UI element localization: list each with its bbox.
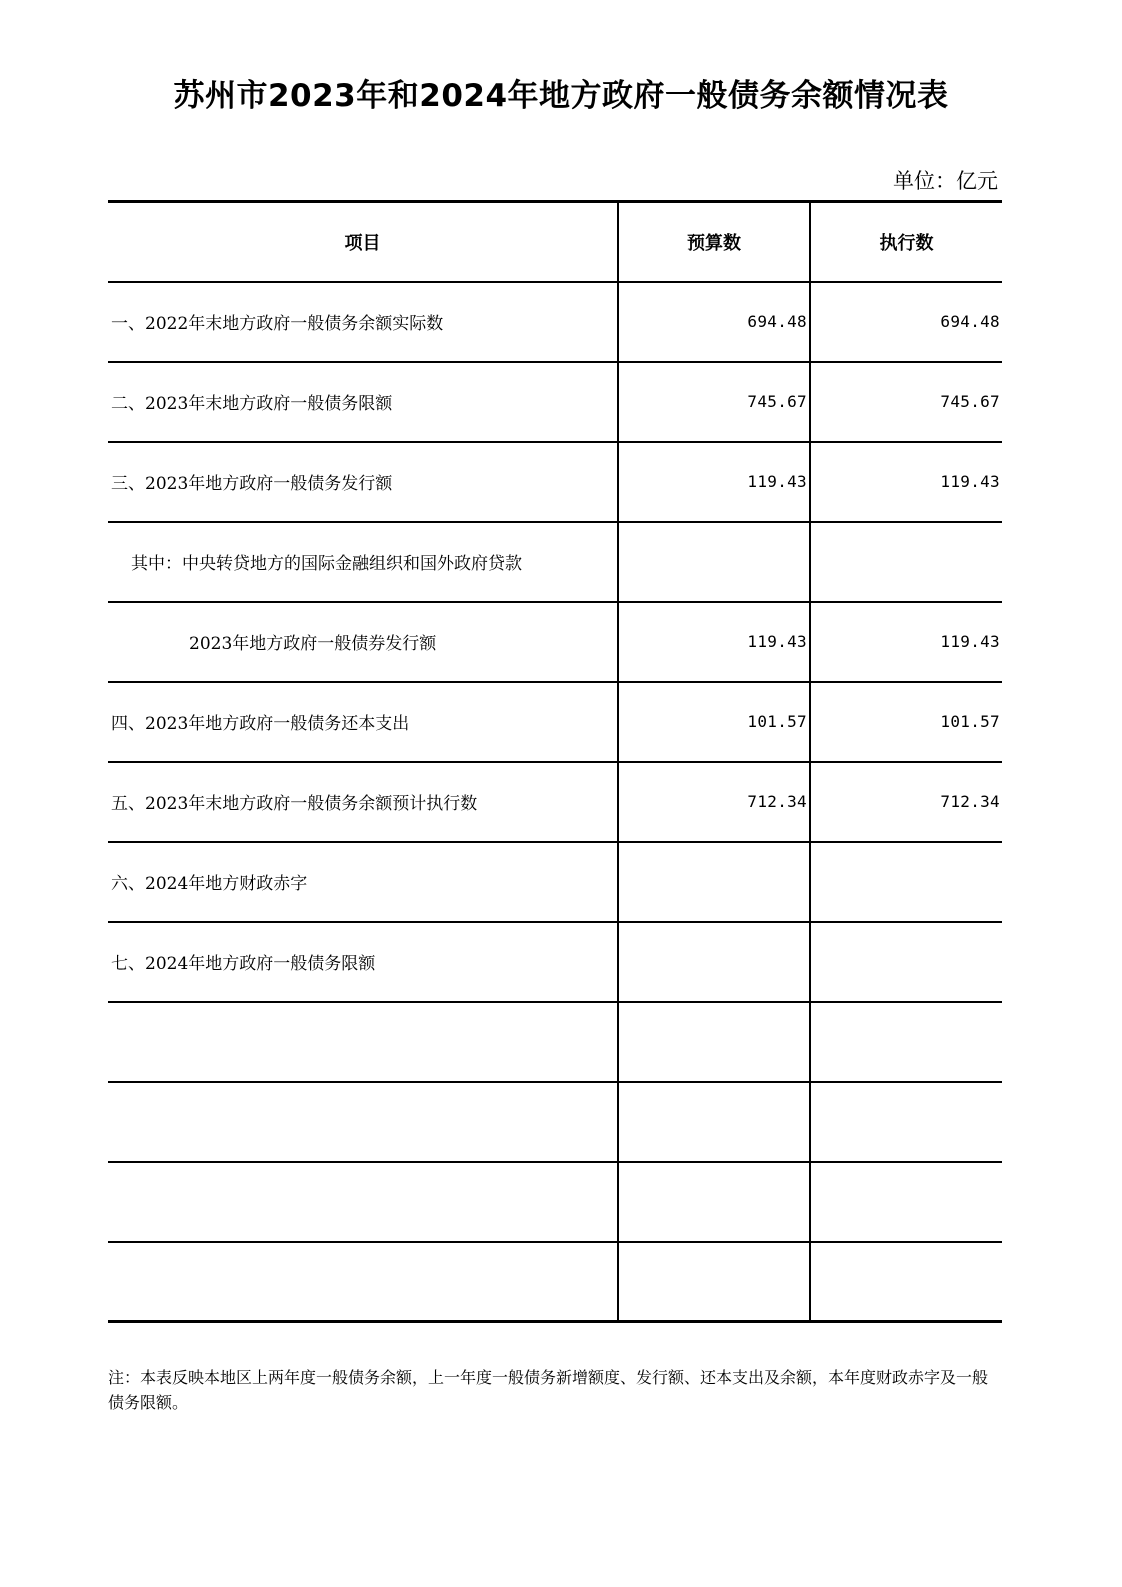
row-actual [810,922,1002,1002]
table-row [108,1162,1002,1242]
debt-table [108,200,1002,1323]
row-actual [810,1242,1002,1322]
row-actual: 119.43 [810,602,1002,682]
row-actual: 119.43 [810,442,1002,522]
table-row [108,1082,1002,1162]
row-label: 五、2023年末地方政府一般债务余额预计执行数 [108,762,618,842]
table-row [108,842,1002,922]
table-row [108,682,1002,762]
row-label: 一、2022年末地方政府一般债务余额实际数 [108,282,618,362]
table-row [108,522,1002,602]
table-row [108,602,1002,682]
row-label [108,1082,618,1162]
table-header-row [108,202,1002,282]
row-label [108,1002,618,1082]
row-actual [810,522,1002,602]
row-actual [810,1002,1002,1082]
row-budget: 119.43 [618,442,810,522]
row-budget [618,1242,810,1322]
row-label: 二、2023年末地方政府一般债务限额 [108,362,618,442]
row-actual: 745.67 [810,362,1002,442]
table-row [108,922,1002,1002]
row-label [108,1162,618,1242]
row-label: 三、2023年地方政府一般债务发行额 [108,442,618,522]
table-row [108,1002,1002,1082]
row-label [108,1242,618,1322]
row-budget: 101.57 [618,682,810,762]
row-actual: 101.57 [810,682,1002,762]
page-title: 苏州市2023年和2024年地方政府一般债务余额情况表 [173,78,949,114]
footnote: 注：本表反映本地区上两年度一般债务余额，上一年度一般债务新增额度、发行额、还本支出及余额，本年度财政赤字及一般债务限额。 [108,1368,989,1412]
table-row [108,762,1002,842]
row-label: 六、2024年地方财政赤字 [108,842,618,922]
row-budget [618,1162,810,1242]
row-actual [810,1082,1002,1162]
row-label: 四、2023年地方政府一般债务还本支出 [108,682,618,762]
row-budget [618,1002,810,1082]
row-budget: 119.43 [618,602,810,682]
row-label: 七、2024年地方政府一般债务限额 [108,922,618,1002]
row-actual: 712.34 [810,762,1002,842]
row-label: 其中：中央转贷地方的国际金融组织和国外政府贷款 [108,522,618,602]
row-budget [618,842,810,922]
row-budget: 745.67 [618,362,810,442]
row-actual: 694.48 [810,282,1002,362]
header-actual: 执行数 [810,202,1002,282]
table-row [108,282,1002,362]
row-budget [618,1082,810,1162]
table-row [108,1242,1002,1322]
header-budget: 预算数 [618,202,810,282]
row-budget [618,522,810,602]
row-budget [618,922,810,1002]
row-budget: 694.48 [618,282,810,362]
row-actual [810,1162,1002,1242]
header-item: 项目 [108,202,618,282]
table-row [108,442,1002,522]
row-actual [810,842,1002,922]
row-budget: 712.34 [618,762,810,842]
unit-label: 单位：亿元 [893,169,998,193]
row-label: 2023年地方政府一般债券发行额 [108,602,618,682]
table-row [108,362,1002,442]
